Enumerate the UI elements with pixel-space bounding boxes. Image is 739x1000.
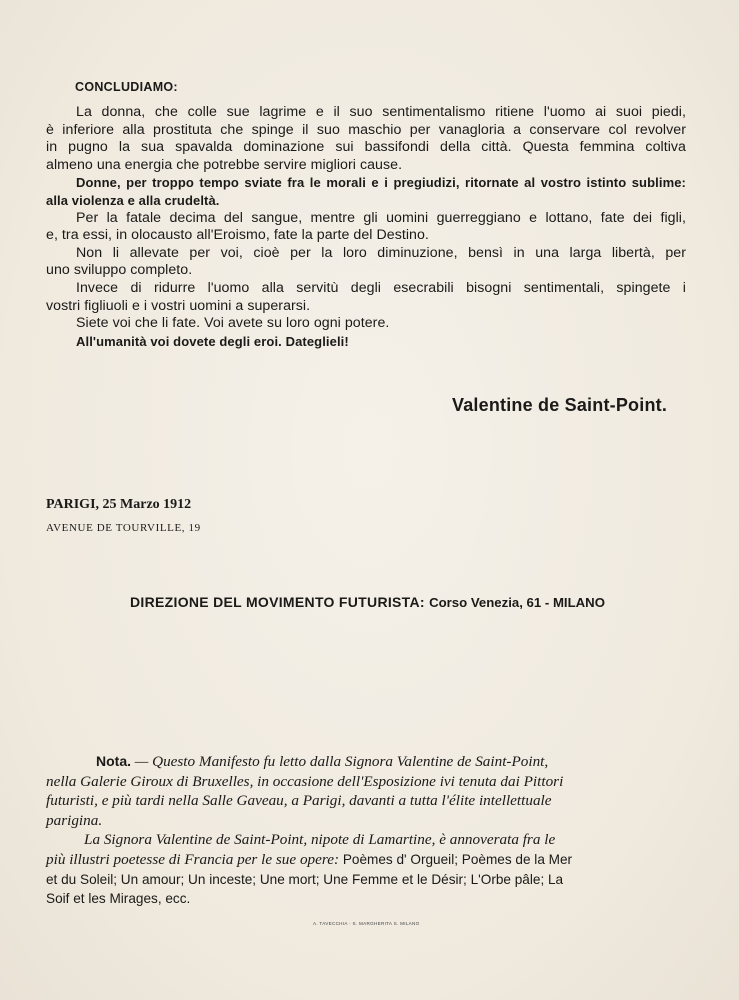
note-line: futuristi, e più tardi nella Salle Gaveau, a Parigi, davanti a tutta l'élite intellettuale	[46, 792, 552, 810]
place-date: PARIGI, 25 Marzo 1912	[46, 497, 192, 512]
note-line: Soif et les Mirages, ecc.	[46, 891, 191, 907]
author-signature: Valentine de Saint-Point.	[452, 395, 668, 415]
bold-line: alla violenza e alla crudeltà.	[46, 192, 220, 208]
paragraph-line: e, tra essi, in olocausto all'Eroismo, fate la parte del Destino.	[46, 227, 429, 244]
section-heading: CONCLUDIAMO:	[75, 80, 178, 94]
note-line: La Signora Valentine de Saint-Point, nipote di Lamartine, è annoverata fra le	[84, 831, 556, 849]
paragraph-line: vostri figliuoli e i vostri uomini a superarsi.	[46, 297, 311, 314]
paragraph-line: La donna, che colle sue lagrime e il suo sentimentalismo ritiene l'uomo ai suoi piedi,	[76, 104, 686, 120]
note-label: Nota.	[96, 753, 131, 769]
paragraph-line: Per la fatale decima del sangue, mentre gli uomini guerreggiano e lottano, fate dei figli,	[76, 209, 686, 226]
note-line: Nota. — Questo Manifesto fu letto dalla Signora Valentine de Saint-Point,	[96, 753, 549, 770]
paragraph-line: Siete voi che li fate. Voi avete su loro ogni potere.	[76, 315, 390, 332]
note-line: parigina.	[46, 811, 103, 829]
note-section	[46, 752, 686, 909]
direction-address: Corso Venezia, 61 - MILANO	[429, 595, 605, 610]
note-line: nella Galerie Giroux di Bruxelles, in occasione dell'Esposizione ivi tenuta dai Pittori	[46, 772, 564, 790]
paragraph-line: Invece di ridurre l'uomo alla servitù degli esecrabili bisogni sentimentali, spingete i	[76, 279, 686, 296]
direction-label: DIREZIONE DEL MOVIMENTO FUTURISTA:	[130, 594, 425, 610]
note-line: et du Soleil; Un amour; Un inceste; Une mort; Une Femme et le Désir; L'Orbe pâle; La	[46, 871, 564, 887]
paragraph-line: in pugno la sua spavalda dominazione sui bassifondi della città. Questa femmina coltiva	[46, 139, 686, 156]
paragraph-line: almeno una energia che potrebbe servire migliori cause.	[46, 156, 403, 173]
direction-line	[130, 594, 605, 610]
paragraph-line: uno sviluppo completo.	[46, 262, 193, 279]
address: AVENUE DE TOURVILLE, 19	[46, 522, 201, 534]
bold-line: Donne, per troppo tempo sviate fra le morali e i pregiudizi, ritornate al vostro istinto sublime:	[76, 175, 686, 191]
paragraph-line: è inferiore alla prostituta che spinge il suo maschio per vanagloria a conservare col revolver	[46, 121, 686, 138]
manifesto-body	[46, 104, 686, 350]
bold-line: All'umanità voi dovete degli eroi. Dateglieli!	[76, 333, 349, 349]
paragraph-line: Non li allevate per voi, cioè per la loro diminuzione, bensì in una larga libertà, per	[76, 244, 686, 261]
printer-imprint: A. TAVECCHIA · S. MARGHERITA S. MILANO	[313, 921, 420, 926]
note-line: più illustri poetesse di Francia per le sue opere: Poèmes d' Orgueil; Poèmes de la Mer	[46, 850, 573, 868]
